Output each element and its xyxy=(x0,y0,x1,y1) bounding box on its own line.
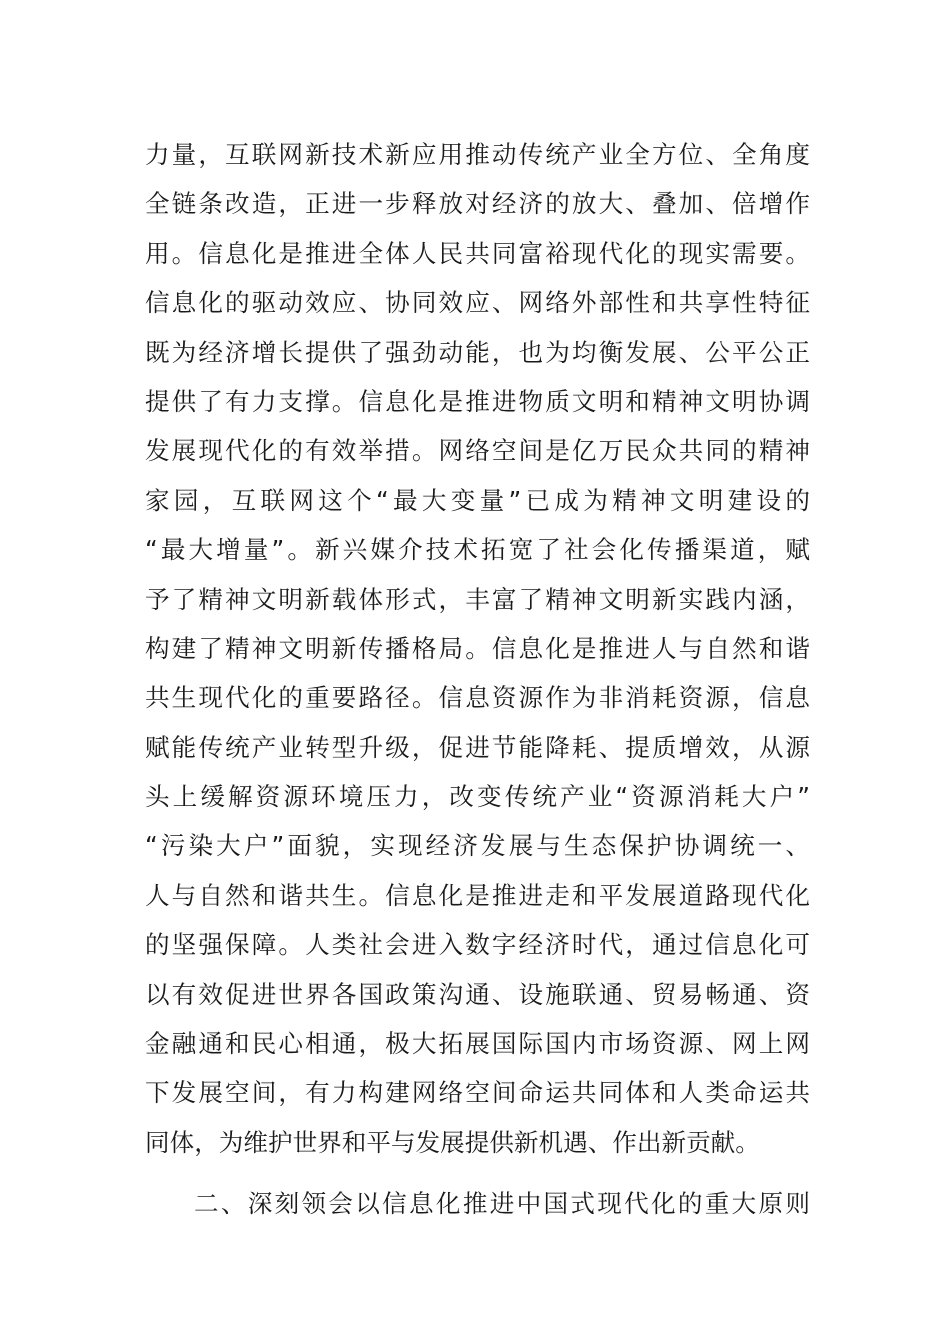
paragraph-line: “污染大户”面貌，实现经济发展与生态保护协调统一、 xyxy=(145,831,810,861)
paragraph-line: 信息化的驱动效应、协同效应、网络外部性和共享性特征 xyxy=(145,288,810,318)
paragraph-line: 人与自然和谐共生。信息化是推进走和平发展道路现代化 xyxy=(145,880,810,910)
paragraph-line: 全链条改造，正进一步释放对经济的放大、叠加、倍增作 xyxy=(145,189,810,219)
paragraph-line: 力量，互联网新技术新应用推动传统产业全方位、全角度 xyxy=(145,140,810,169)
paragraph-line: 金融通和民心相通，极大拓展国际国内市场资源、网上网 xyxy=(145,1029,810,1059)
paragraph-line: 赋能传统产业转型升级，促进节能降耗、提质增效，从源 xyxy=(145,732,810,762)
paragraph-line: 头上缓解资源环境压力，改变传统产业“资源消耗大户” xyxy=(145,782,810,812)
paragraph-line: “最大增量”。新兴媒介技术拓宽了社会化传播渠道，赋 xyxy=(145,535,810,565)
paragraph-line: 提供了有力支撑。信息化是推进物质文明和精神文明协调 xyxy=(145,386,810,416)
paragraph-line: 同体，为维护世界和平与发展提供新机遇、作出新贡献。 xyxy=(145,1127,760,1157)
body-paragraph xyxy=(145,130,810,1167)
paragraph-line: 发展现代化的有效举措。网络空间是亿万民众共同的精神 xyxy=(145,436,810,466)
paragraph-line: 共生现代化的重要路径。信息资源作为非消耗资源，信息 xyxy=(145,683,810,713)
paragraph-line: 的坚强保障。人类社会进入数字经济时代，通过信息化可 xyxy=(145,930,810,960)
section-heading: 二、深刻领会以信息化推进中国式现代化的重大原则 xyxy=(194,1189,810,1218)
paragraph-line: 用。信息化是推进全体人民共同富裕现代化的现实需要。 xyxy=(145,238,810,268)
paragraph-line: 家园，互联网这个“最大变量”已成为精神文明建设的 xyxy=(145,485,810,515)
paragraph-line: 构建了精神文明新传播格局。信息化是推进人与自然和谐 xyxy=(145,633,810,663)
paragraph-line: 既为经济增长提供了强劲动能，也为均衡发展、公平公正 xyxy=(145,337,810,367)
paragraph-line: 下发展空间，有力构建网络空间命运共同体和人类命运共 xyxy=(145,1078,810,1108)
paragraph-line: 予了精神文明新载体形式，丰富了精神文明新实践内涵， xyxy=(145,584,810,614)
paragraph-line: 以有效促进世界各国政策沟通、设施联通、贸易畅通、资 xyxy=(145,979,810,1009)
